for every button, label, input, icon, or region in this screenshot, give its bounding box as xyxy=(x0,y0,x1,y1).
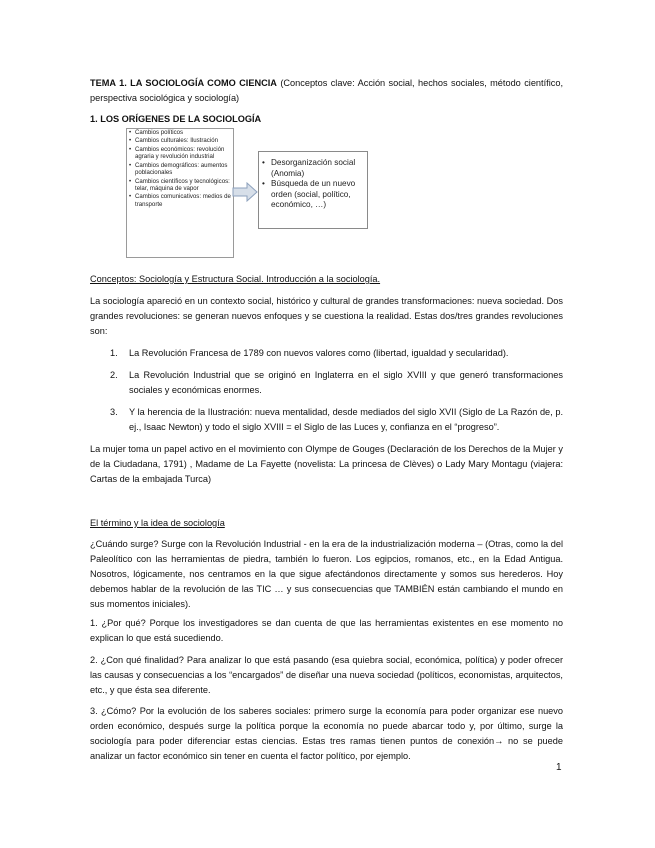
section-title-origins: 1. LOS ORÍGENES DE LA SOCIOLOGÍA xyxy=(90,114,262,124)
consequence-item: • Desorganización social (Anomia) xyxy=(259,158,367,179)
changes-list xyxy=(127,129,233,208)
changes-box xyxy=(126,128,234,258)
consequence-item: • Búsqueda de un nuevo orden (social, político, económico, …) xyxy=(259,179,367,211)
when-paragraph: ¿Cuándo surge? Surge con la Revolución Industrial - en la era de la industrialización moderna – (Otras, como la del Paleolítico con las herramientas de piedra, también lo fueron. Los egipcios, romanos, etc., en la Edad Antigua. Nosotros, lógicamente, nos centramos en la que sigue afectándonos directamente y somos sus herederos. Hoy debemos hablar de la revolución de las TIC … y sus consecuencias que TAMBIÉN están cambiando el mundo en sus momentos iniciales). xyxy=(90,539,563,609)
arrow-right-icon xyxy=(232,182,258,202)
concepts-title: Conceptos: Sociología y Estructura Social. Introducción a la sociología. xyxy=(90,274,381,284)
list-number-1: 1. xyxy=(110,348,118,358)
revolution-item-1: La Revolución Francesa de 1789 con nuevos valores como (libertad, igualdad y secularidad). xyxy=(129,348,509,358)
list-number-2: 2. xyxy=(110,370,118,380)
consequences-box xyxy=(258,151,368,229)
change-item: • Cambios demográficos: aumentos poblacionales xyxy=(135,162,233,177)
change-item: • Cambios políticos xyxy=(135,129,233,136)
change-item: • Cambios comunicativos: medios de transporte xyxy=(135,193,233,208)
heading-title: TEMA 1. LA SOCIOLOGÍA COMO CIENCIA xyxy=(90,78,277,88)
consequences-list xyxy=(259,152,367,211)
question-why: 1. ¿Por qué? Porque los investigadores se dan cuenta de que las herramientas existentes en ese momento no explican lo que está sucediendo. xyxy=(90,618,563,643)
origins-diagram xyxy=(122,126,368,261)
change-item: • Cambios culturales: Ilustración xyxy=(135,137,233,144)
change-item: • Cambios científicos y tecnológicos: telar, máquina de vapor xyxy=(135,178,233,193)
heading-keywords: (Conceptos clave: Acción social, hechos sociales, método científico, perspectiva sociológica y sociología) xyxy=(90,78,563,103)
women-paragraph: La mujer toma un papel activo en el movimiento con Olympe de Gouges (Declaración de los Derechos de la Mujer y de la Ciudadana, 1791) , Madame de La Fayette (novelista: La princesa de Clèves) o Lady Mary Montagu (viajera: Cartas de la embajada Turca) xyxy=(90,444,563,484)
document-heading xyxy=(90,76,563,106)
section-title-term: El término y la idea de sociología xyxy=(90,518,225,528)
intro-paragraph: La sociología apareció en un contexto social, histórico y cultural de grandes transformaciones: nueva sociedad. Dos grandes revoluciones: se generan nuevos enfoques y se cuestiona la realidad. Estas dos/tres grandes revoluciones son: xyxy=(90,296,563,336)
list-number-3: 3. xyxy=(110,407,118,417)
change-item: • Cambios económicos: revolución agraria y revolución industrial xyxy=(135,146,233,161)
revolution-item-2: La Revolución Industrial que se originó en Inglaterra en el siglo XVIII y que generó transformaciones sociales y económicas enormes. xyxy=(129,370,563,395)
question-purpose: 2. ¿Con qué finalidad? Para analizar lo que está pasando (esa quiebra social, económica, política) y poder ofrecer las causas y consecuencias a los “encargados” de diseñar una nueva sociedad (políticos, economistas, arquitectos, etc., y que ésta sea diferente. xyxy=(90,655,563,695)
question-how: 3. ¿Cómo? Por la evolución de los saberes sociales: primero surge la economía para poder organizar ese nuevo orden económico, después surge la política porque la economía no puede abarcar todo y, por último, surge la sociología para poder diferenciar estas ciencias. Estas tres ramas tienen puntos de conexión→ no se puede analizar un factor económico sin tener en cuenta el factor político, por ejemplo. xyxy=(90,706,563,761)
page-number: 1 xyxy=(556,762,562,773)
revolution-item-3: Y la herencia de la Ilustración: nueva mentalidad, desde mediados del siglo XVII (Siglo de La Razón de, p. ej., Isaac Newton) y todo el siglo XVIII = el Siglo de las Luces y, confianza en el “progreso”. xyxy=(129,407,563,432)
